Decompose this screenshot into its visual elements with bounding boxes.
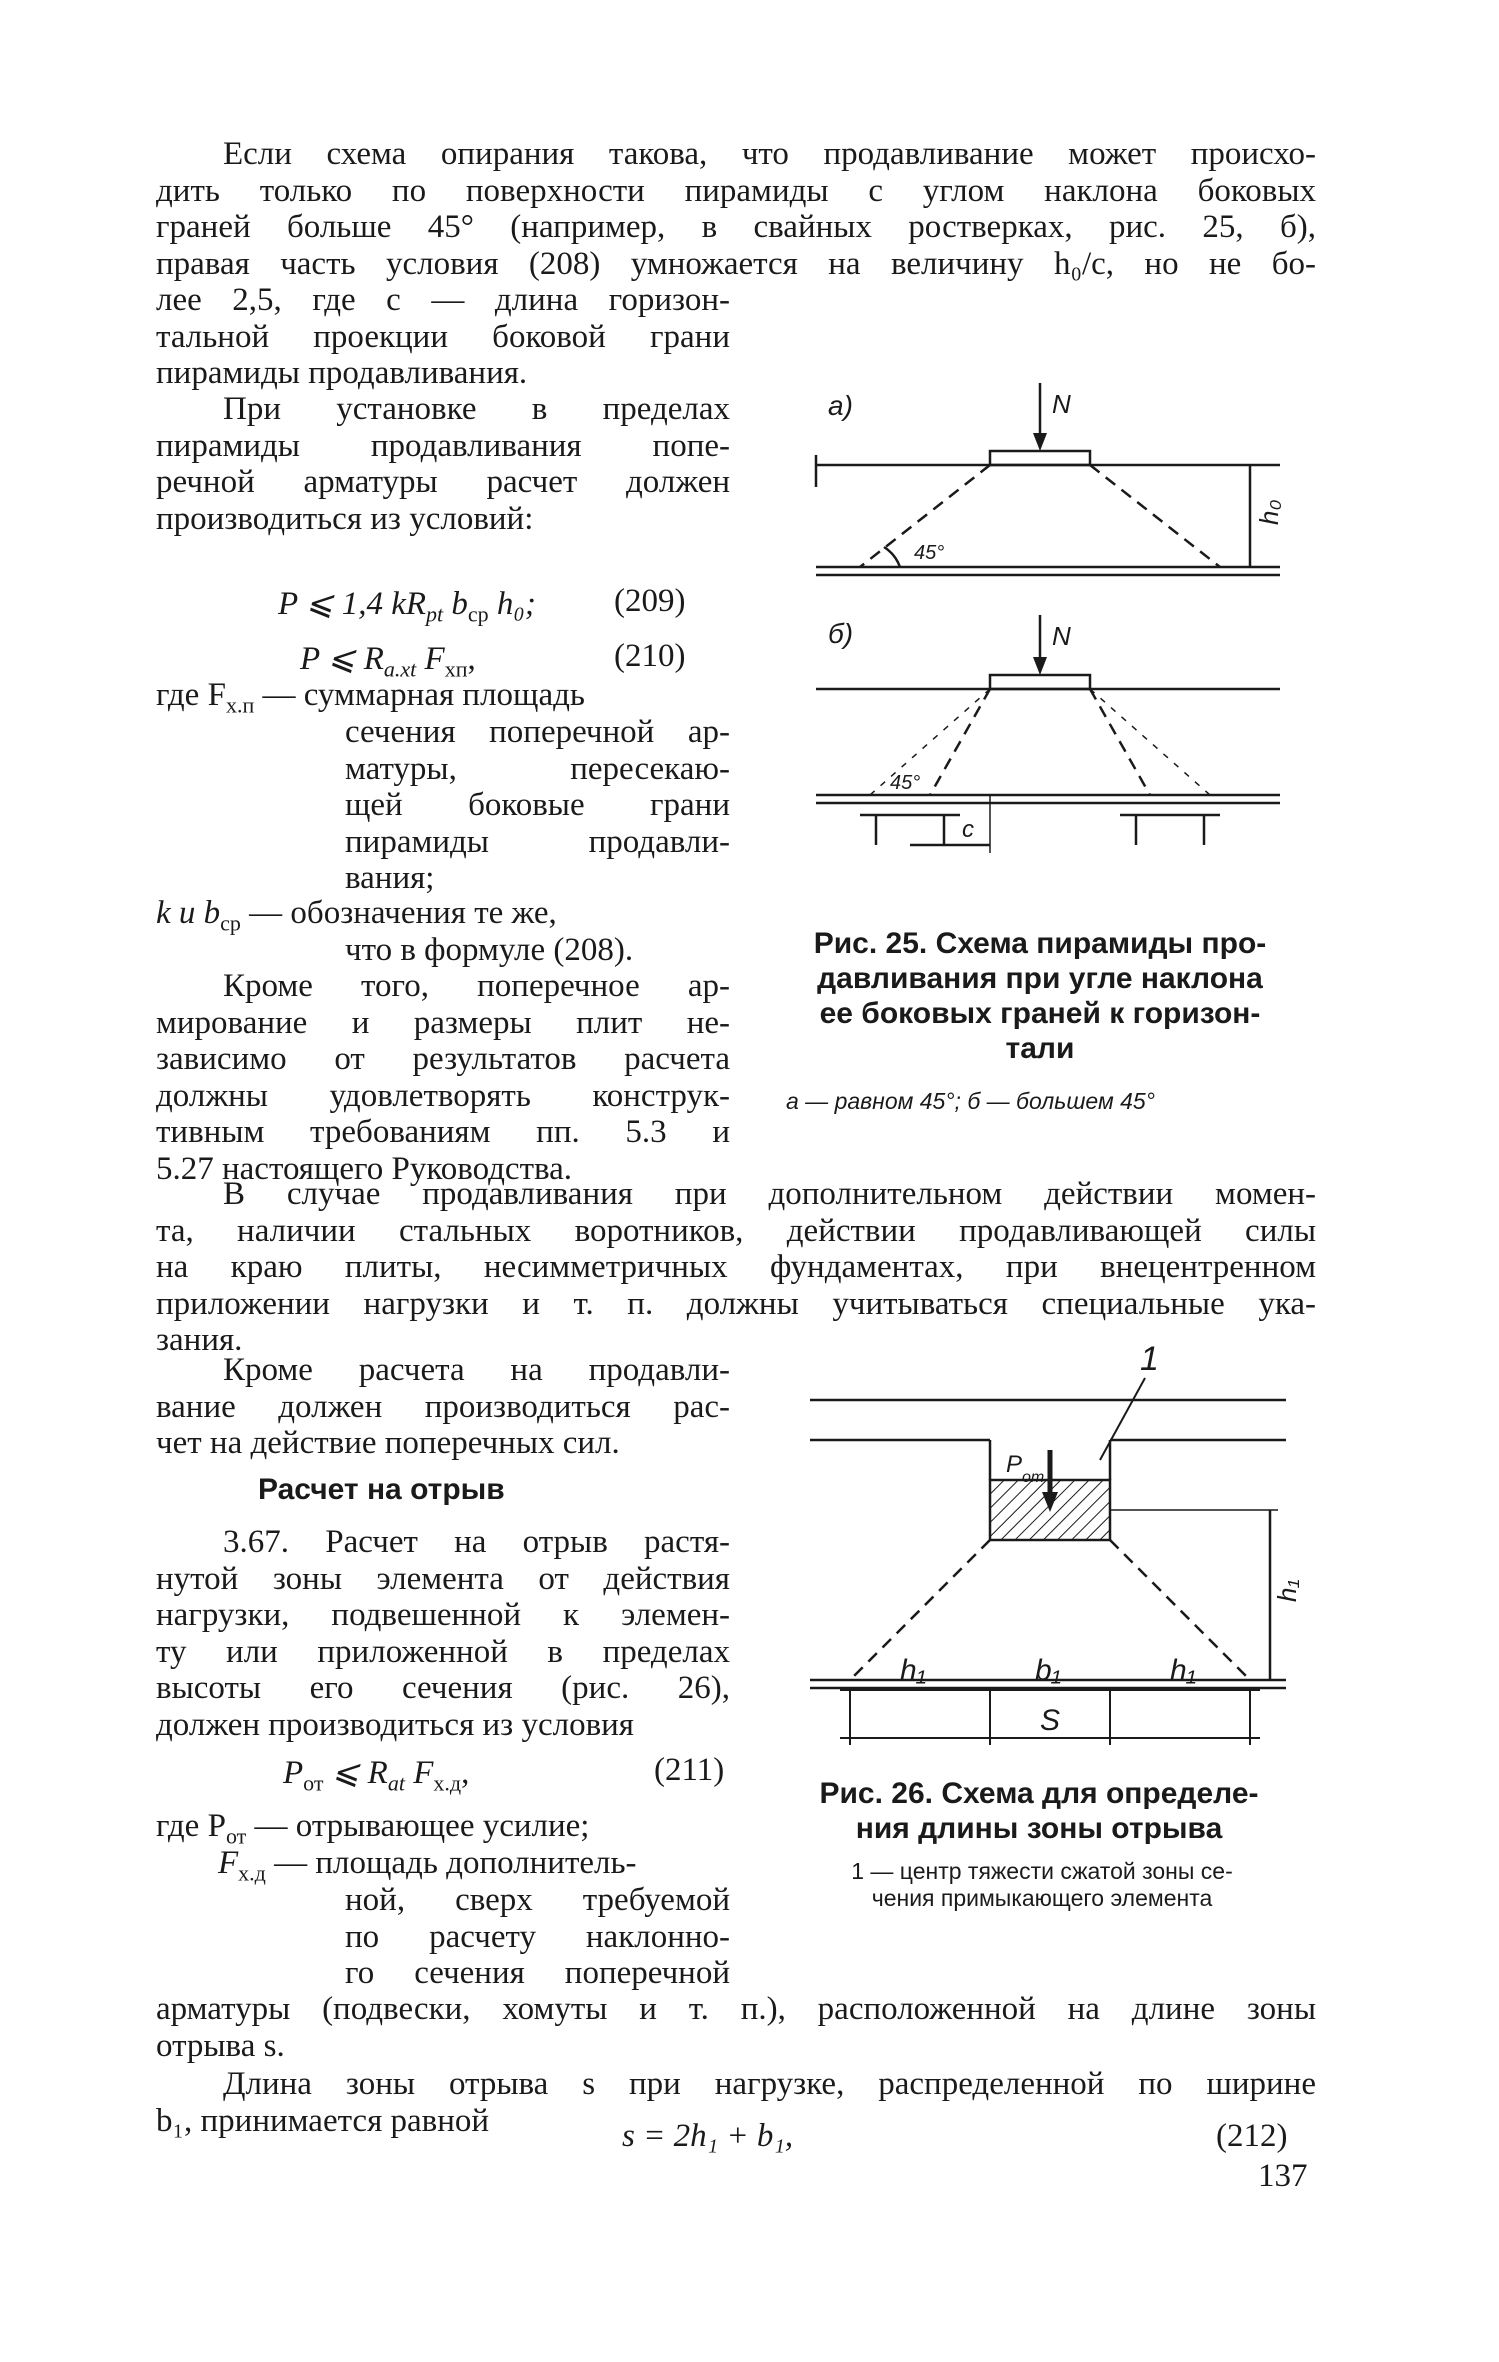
fig26-b1: b₁ [1035, 1654, 1062, 1687]
reference-45-left [870, 689, 990, 795]
fig26-h1-vertical: h₁ [1272, 1579, 1302, 1602]
equation-210 [300, 638, 476, 683]
text-line: та, наличии стальных воротников, действии продавливающей силы [156, 1212, 1316, 1249]
text-line: должны удовлетворять конструк- [156, 1077, 730, 1114]
text-line: Длина зоны отрыва s при нагрузке, распределенной по ширине [223, 2066, 1316, 2102]
text-line: вание должен производиться рас- [156, 1388, 730, 1425]
text-line: пирамиды продавли- [345, 823, 730, 860]
def-sub: x.д [238, 1860, 266, 1886]
text-line: тальной проекции боковой грани [156, 318, 730, 355]
text-line: При установке в пределах [223, 391, 730, 427]
figure-26-dimension-chain [800, 1640, 1310, 1750]
text-line: чет на действие поперечных сил. [156, 1425, 620, 1461]
page-number: 137 [1258, 2158, 1308, 2194]
fig26-force-sub: от [1022, 1469, 1045, 1486]
text-line: лее 2,5, где c — длина горизон- [156, 282, 730, 318]
eq-part: , [467, 641, 476, 677]
text-line: на краю плиты, несимметричных фундаментах, при внецентренном [156, 1249, 1316, 1285]
equation-number-211: (211) [654, 1752, 725, 1788]
intro-paragraph [156, 136, 1316, 282]
eq-part: s = 2h₁ + b₁, [622, 2118, 794, 2154]
text-line: матуры, пересекаю- [345, 750, 730, 787]
def-text: — отрывающее усилие; [246, 1808, 590, 1844]
arrow-head [1033, 657, 1047, 675]
paragraph-3-67 [156, 1524, 730, 1743]
load-plate [990, 451, 1090, 465]
text-line: зависимо от результатов расчета [156, 1041, 730, 1077]
text-line: что в формуле (208). [345, 932, 634, 968]
text-line: арматуры (подвески, хомуты и т. п.), расположенной на длине зоны [156, 1991, 1316, 2027]
caption-line: ее боковых граней к горизон- [819, 997, 1261, 1030]
eq-part: ⩽ R [323, 1755, 388, 1791]
caption-line: Рис. 26. Схема для определе- [819, 1777, 1259, 1810]
text-line: дить только по поверхности пирамиды с углом наклона боковых [156, 172, 1316, 209]
fig25-label-a: а) [828, 390, 853, 421]
text-line: должен производиться из условия [156, 1706, 634, 1743]
load-plate [990, 675, 1090, 689]
eq-part: P [283, 1755, 304, 1791]
eq-sub: x.д [433, 1770, 462, 1796]
text-line: щей боковые грани [345, 787, 730, 823]
figure-25-legend: а — равном 45°; б — большем 45° [786, 1088, 1155, 1114]
text-line: высоты его сечения (рис. 26), [156, 1670, 730, 1706]
fig26-s: S [1040, 1704, 1061, 1737]
eq-part: b [443, 586, 468, 622]
text-line: Кроме расчета на продавли- [223, 1352, 730, 1388]
definition-tail [156, 1991, 1316, 2064]
text-line: сечения поперечной ар- [345, 714, 730, 750]
equation-number-210: (210) [614, 638, 686, 674]
text-line: 3.67. Расчет на отрыв растя- [223, 1524, 730, 1560]
def-sub: x.п [225, 692, 255, 718]
eq-sub: от [303, 1770, 324, 1796]
text-line: Если схема опирания такова, что продавливание может происхо- [223, 136, 1316, 172]
text-line: по расчету наклонно- [345, 1918, 730, 1955]
shear-paragraph [156, 1352, 730, 1462]
fig25-label-b: б) [828, 618, 854, 649]
intro-continuation [156, 282, 730, 392]
legend-line: 1 — центр тяжести сжатой зоны се- [851, 1858, 1233, 1884]
def-lead: где F [156, 677, 226, 713]
leader-line [1100, 1378, 1145, 1460]
text-line: пирамиды продавливания попе- [156, 427, 730, 464]
eq-sub: a.xt [383, 656, 417, 682]
definition-fxp-cont [345, 714, 730, 897]
text-line: правая часть условия (208) умножается на величину h₀/c, но не бо- [156, 245, 1316, 282]
eq-part: F [416, 641, 445, 677]
equation-209 [278, 583, 536, 628]
text-line: мирование и размеры плит не- [156, 1004, 730, 1041]
legend-line: чения примыкающего элемента [871, 1885, 1213, 1911]
text-line: отрыва s. [156, 2027, 285, 2064]
figure-25-caption [760, 926, 1320, 1066]
text-line: вания; [345, 860, 435, 896]
text-line: пирамиды продавливания. [156, 355, 528, 391]
text-line: приложении нагрузки и т. п. должны учитываться специальные ука- [156, 1285, 1316, 1322]
text-line: В случае продавливания при дополнительном действии момен- [223, 1176, 1316, 1212]
pyramid-face-left [930, 689, 990, 795]
arrow-head [1033, 433, 1047, 451]
fig25-angle-b: 45° [890, 772, 921, 794]
def-lead: F [218, 1845, 239, 1881]
text-line: Кроме того, поперечное ар- [223, 968, 730, 1004]
def-sub: cp [220, 910, 241, 936]
fig26-h1-right: h₁ [1170, 1654, 1197, 1687]
angle-arc [884, 547, 900, 567]
caption-line: ния длины зоны отрыва [855, 1812, 1223, 1845]
fig25-force-b: N [1052, 621, 1071, 651]
figure-25-diagram [810, 375, 1310, 865]
text-line: производиться из условий: [156, 500, 534, 537]
text-line: зания. [156, 1322, 243, 1358]
equation-212 [622, 2118, 793, 2155]
eq-sub: pt [426, 601, 444, 627]
text-line: нутой зоны элемента от действия [156, 1560, 730, 1597]
def-text: — суммарная площадь [254, 677, 585, 713]
definition-fxd-cont [345, 1882, 730, 1992]
def-text: — обозначения те же, [240, 895, 557, 931]
eq-part: P ⩽ R [300, 641, 384, 677]
eq-part: , [461, 1755, 470, 1791]
def-text: — площадь дополнитель- [265, 1845, 637, 1881]
eq-part: h₀; [488, 586, 536, 622]
eq-part: P ⩽ 1,4 kR [278, 586, 427, 622]
equation-number-209: (209) [614, 583, 686, 619]
eq-sub: at [387, 1770, 405, 1796]
fig26-h1-left: h₁ [900, 1654, 927, 1687]
fig25-angle-a: 45° [914, 542, 945, 564]
caption-line: Рис. 25. Схема пирамиды про- [813, 927, 1267, 960]
text-line: ту или приложенной в пределах [156, 1633, 730, 1670]
eq-sub: хп [444, 656, 468, 682]
figure-26-legend [764, 1858, 1320, 1912]
reference-45-right [1090, 689, 1210, 795]
equation-number-212: (212) [1216, 2118, 1288, 2154]
text-line: ной, сверх требуемой [345, 1882, 730, 1918]
fig26-marker: 1 [1140, 1340, 1159, 1378]
text-line: 5.27 настоящего Руководства. [156, 1150, 573, 1187]
definition-k-bcp-cont [345, 932, 633, 969]
caption-line: давливания при угле наклона [817, 962, 1263, 995]
fig25-height: h₀ [1254, 499, 1284, 525]
figure-26-caption [758, 1776, 1320, 1846]
def-lead: где P [156, 1808, 226, 1844]
eq-part: F [404, 1755, 434, 1791]
fig25-force-a: N [1052, 389, 1071, 419]
equation-211 [283, 1752, 469, 1797]
pyramid-face-right [1090, 465, 1220, 567]
def-lead: k и b [156, 895, 221, 931]
fig25-c: c [962, 816, 974, 843]
constructive-paragraph [156, 968, 730, 1187]
text-line: нагрузки, подвешенной к элемен- [156, 1597, 730, 1633]
def-sub: от [225, 1823, 247, 1849]
section-heading: Расчет на отрыв [258, 1473, 505, 1506]
text-line: b₁, принимается равной [156, 2102, 490, 2139]
caption-line: тали [1005, 1032, 1075, 1065]
eq-sub: cp [467, 601, 489, 627]
text-line: граней больше 45° (например, в свайных ростверках, рис. 25, б), [156, 209, 1316, 245]
text-line: речной арматуры расчет должен [156, 464, 730, 500]
fig26-force: P [1006, 1451, 1023, 1478]
reinforcement-paragraph [156, 391, 730, 537]
pyramid-face-right [1090, 689, 1150, 795]
text-line: тивным требованиям пп. 5.3 и [156, 1114, 730, 1150]
text-line: го сечения поперечной [345, 1955, 730, 1991]
